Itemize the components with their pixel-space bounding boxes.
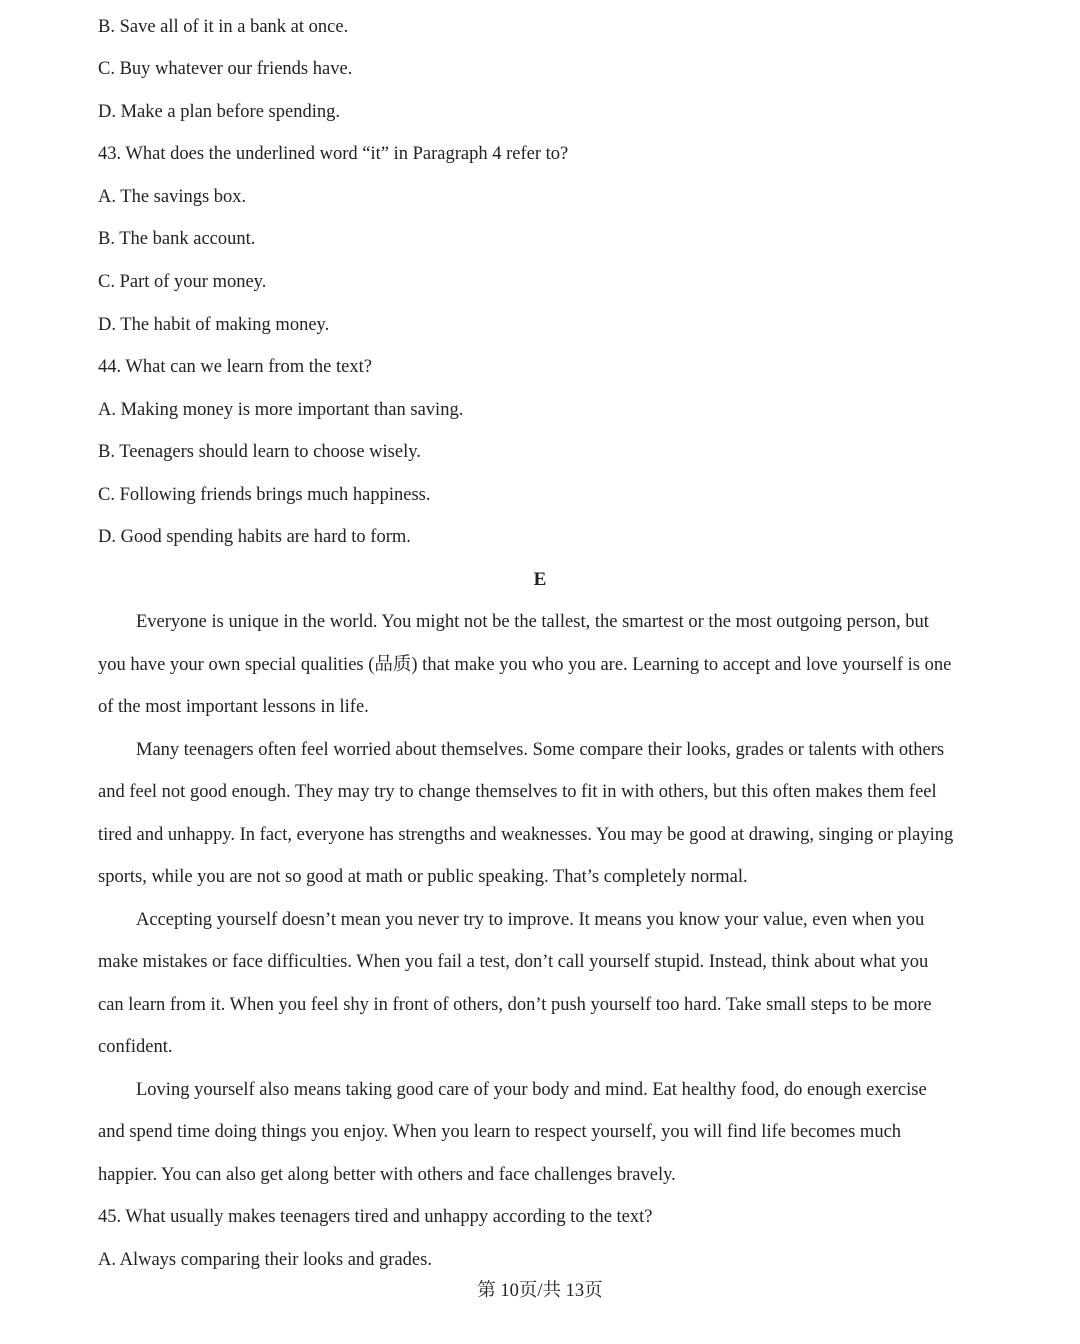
- passage-p2-line3: tired and unhappy. In fact, everyone has strengths and weaknesses. You may be good at drawing, singing or playing: [98, 825, 954, 845]
- q42-option-c: C. Buy whatever our friends have.: [98, 59, 353, 79]
- passage-p4-line1: Loving yourself also means taking good care of your body and mind. Eat healthy food, do enough exercise: [136, 1080, 927, 1100]
- passage-p1-line2: you have your own special qualities (品质) that make you who you are. Learning to accept and love yourself is one: [98, 655, 952, 675]
- q45-question: 45. What usually makes teenagers tired and unhappy according to the text?: [98, 1207, 653, 1227]
- passage-p1-line1: Everyone is unique in the world. You might not be the tallest, the smartest or the most outgoing person, but: [136, 612, 929, 632]
- q43-option-c: C. Part of your money.: [98, 272, 267, 292]
- passage-p3-line1: Accepting yourself doesn’t mean you never try to improve. It means you know your value, even when you: [136, 910, 925, 930]
- q43-option-a: A. The savings box.: [98, 187, 247, 207]
- passage-p3-line2: make mistakes or face difficulties. When you fail a test, don’t call yourself stupid. Instead, think about what you: [98, 952, 929, 972]
- passage-p3-line3: can learn from it. When you feel shy in front of others, don’t push yourself too hard. Take small steps to be more: [98, 995, 932, 1015]
- passage-p4-line3: happier. You can also get along better with others and face challenges bravely.: [98, 1165, 676, 1185]
- passage-p2-line1: Many teenagers often feel worried about themselves. Some compare their looks, grades or talents with others: [136, 740, 945, 760]
- passage-p2-line2: and feel not good enough. They may try to change themselves to fit in with others, but this often makes them feel: [98, 782, 937, 802]
- section-title: E: [533, 569, 547, 590]
- q45-option-a: A. Always comparing their looks and grades.: [98, 1250, 432, 1270]
- q44-option-b: B. Teenagers should learn to choose wisely.: [98, 442, 421, 462]
- q43-option-d: D. The habit of making money.: [98, 315, 330, 335]
- passage-p2-line4: sports, while you are not so good at math or public speaking. That’s completely normal.: [98, 867, 748, 887]
- q43-option-b: B. The bank account.: [98, 229, 256, 249]
- q44-option-a: A. Making money is more important than saving.: [98, 400, 464, 420]
- passage-p1-line3: of the most important lessons in life.: [98, 697, 369, 717]
- q44-question: 44. What can we learn from the text?: [98, 357, 372, 377]
- q42-option-b: B. Save all of it in a bank at once.: [98, 17, 349, 37]
- q43-question: 43. What does the underlined word “it” in Paragraph 4 refer to?: [98, 144, 569, 164]
- page-number-footer: 第 10页/共 13页: [477, 1281, 603, 1301]
- q44-option-c: C. Following friends brings much happiness.: [98, 485, 431, 505]
- q44-option-d: D. Good spending habits are hard to form.: [98, 527, 411, 547]
- passage-p4-line2: and spend time doing things you enjoy. When you learn to respect yourself, you will find life becomes much: [98, 1122, 902, 1142]
- q42-option-d: D. Make a plan before spending.: [98, 102, 340, 122]
- passage-p3-line4: confident.: [98, 1037, 173, 1057]
